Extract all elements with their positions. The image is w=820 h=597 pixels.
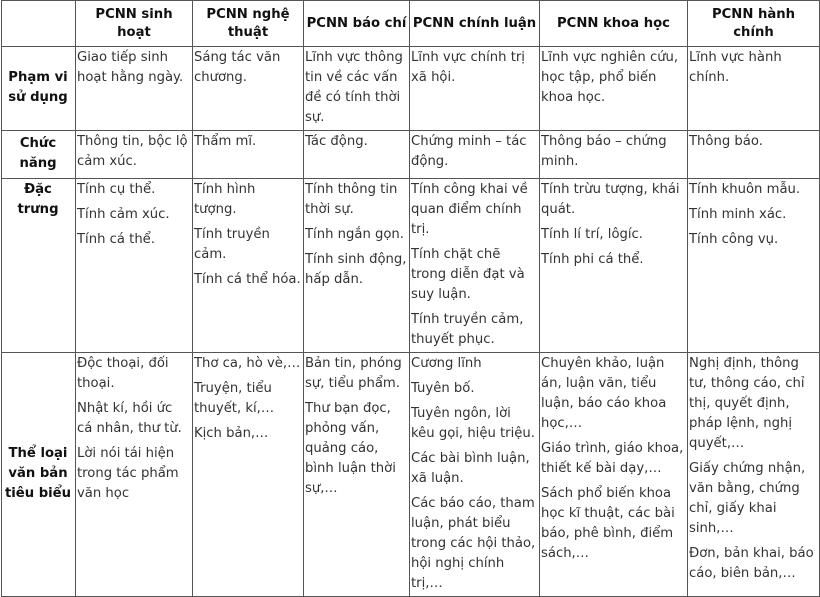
cell-hanh-chinh <box>688 47 820 131</box>
cell-text: Tính cảm xúc. <box>77 207 170 222</box>
cell-text: Độc thoại, đối thoại. <box>77 356 169 391</box>
cell-text: Tính cụ thể. <box>77 182 156 197</box>
cell-bao-chi <box>304 179 410 353</box>
corner-cell <box>2 1 76 47</box>
column-header-nghe-thuat: PCNN nghệ thuật <box>193 1 304 47</box>
column-header-hanh-chinh: PCNN hành chính <box>688 1 820 47</box>
cell-sinh-hoat <box>76 47 193 131</box>
cell-text: Các bài bình luận, xã luận. <box>411 451 530 486</box>
cell-text: Tính thông tin thời sự. <box>305 182 398 217</box>
cell-text: Tính truyền cảm. <box>194 227 270 262</box>
cell-text: Lời nói tái hiện trong tác phẩm văn học <box>77 446 179 501</box>
cell-text: Sách phổ biến khoa học kĩ thuật, các bài báo, phê bình, điểm sách,… <box>541 486 675 561</box>
row-header: Chức năng <box>2 131 76 179</box>
cell-text: Giấy chứng nhận, văn bằng, chứng chỉ, giấy khai sinh,… <box>689 461 806 536</box>
header-row <box>2 1 820 47</box>
cell-text: Chuyên khảo, luận án, luận văn, tiểu luận, báo cáo khoa học,… <box>541 356 667 431</box>
cell-text: Thông báo. <box>689 134 763 149</box>
cell-text: Chứng minh – tác động. <box>411 134 527 169</box>
cell-text: Tính ngắn gọn. <box>305 227 404 242</box>
cell-sinh-hoat <box>76 179 193 353</box>
cell-khoa-hoc <box>540 179 688 353</box>
cell-text: Tính công vụ. <box>689 232 779 247</box>
cell-text: Tính trừu tượng, khái quát. <box>541 182 680 217</box>
cell-nghe-thuat <box>193 131 304 179</box>
cell-text: Cương lĩnh <box>411 356 482 371</box>
cell-text: Tính minh xác. <box>689 207 787 222</box>
cell-bao-chi <box>304 131 410 179</box>
cell-text: Đơn, bản khai, báo cáo, biên bản,… <box>689 546 814 581</box>
cell-text: Tính công khai về quan điểm chính trị. <box>411 182 528 237</box>
cell-text: Bản tin, phóng sự, tiểu phẩm. <box>305 356 402 391</box>
cell-text: Tính hình tượng. <box>194 182 256 217</box>
cell-text: Tính cá thể hóa. <box>194 272 301 287</box>
row-header: Phạm vi sử dụng <box>2 47 76 131</box>
cell-bao-chi <box>304 47 410 131</box>
cell-text: Giao tiếp sinh hoạt hằng ngày. <box>77 50 184 85</box>
cell-text: Giáo trình, giáo khoa, thiết kế bài dạy,… <box>541 441 684 476</box>
cell-text: Thông báo – chứng minh. <box>541 134 667 169</box>
cell-text: Tính phi cá thể. <box>541 252 644 267</box>
cell-text: Lĩnh vực thông tin về các vấn đề có tính thời sự. <box>305 50 403 125</box>
cell-khoa-hoc <box>540 131 688 179</box>
cell-text: Tính truyền cảm, thuyết phục. <box>411 312 524 347</box>
cell-text: Kịch bản,… <box>194 426 269 441</box>
cell-text: Thơ ca, hò vè,… <box>194 356 301 371</box>
cell-text: Lĩnh vực chính trị xã hội. <box>411 50 525 85</box>
cell-text: Tính khuôn mẫu. <box>689 182 801 197</box>
cell-text: Tuyên bố. <box>411 381 475 396</box>
cell-text: Thông tin, bộc lộ cảm xúc. <box>77 134 188 169</box>
row-header: Thể loại văn bản tiêu biểu <box>2 353 76 597</box>
cell-text: Các báo cáo, tham luận, phát biểu trong các hội thảo, hội nghị chính trị,… <box>411 496 536 591</box>
cell-text: Tính chặt chẽ trong diễn đạt và suy luận. <box>411 247 525 302</box>
cell-text: Truyện, tiểu thuyết, kí,… <box>194 381 275 416</box>
column-header-sinh-hoat: PCNN sinh hoạt <box>76 1 193 47</box>
cell-text: Nhật kí, hồi ức cá nhân, thư từ. <box>77 401 182 436</box>
row-dac-trung <box>2 179 820 353</box>
cell-nghe-thuat <box>193 47 304 131</box>
cell-khoa-hoc <box>540 47 688 131</box>
cell-text: Sáng tác văn chương. <box>194 50 281 85</box>
cell-text: Lĩnh vực nghiên cứu, học tập, phổ biến khoa học. <box>541 50 679 105</box>
cell-sinh-hoat <box>76 131 193 179</box>
cell-chinh-luan <box>410 131 540 179</box>
cell-text: Tính lí trí, lôgíc. <box>541 227 643 242</box>
cell-hanh-chinh <box>688 131 820 179</box>
cell-chinh-luan <box>410 179 540 353</box>
column-header-bao-chi: PCNN báo chí <box>304 1 410 47</box>
cell-text: Tuyên ngôn, lời kêu gọi, hiệu triệu. <box>411 406 535 441</box>
cell-hanh-chinh <box>688 179 820 353</box>
cell-text: Thư bạn đọc, phỏng vấn, quảng cáo, bình luận thời sự,… <box>305 401 396 496</box>
cell-text: Thẩm mĩ. <box>194 134 257 149</box>
column-header-khoa-hoc: PCNN khoa học <box>540 1 688 47</box>
cell-text: Nghị định, thông tư, thông cáo, chỉ thị, quyết định, pháp lệnh, nghị quyết,… <box>689 356 805 451</box>
cell-nghe-thuat <box>193 179 304 353</box>
row-header: Đặc trưng <box>2 179 76 353</box>
row-chuc-nang <box>2 131 820 179</box>
row-pham-vi-su-dung <box>2 47 820 131</box>
cell-text: Tác động. <box>305 134 368 149</box>
cell-text: Tính cá thể. <box>77 232 155 247</box>
cell-chinh-luan <box>410 47 540 131</box>
cell-text: Tính sinh động, hấp dẫn. <box>305 252 407 287</box>
language-styles-table <box>1 0 820 597</box>
cell-text: Lĩnh vực hành chính. <box>689 50 782 85</box>
column-header-chinh-luan: PCNN chính luận <box>410 1 540 47</box>
